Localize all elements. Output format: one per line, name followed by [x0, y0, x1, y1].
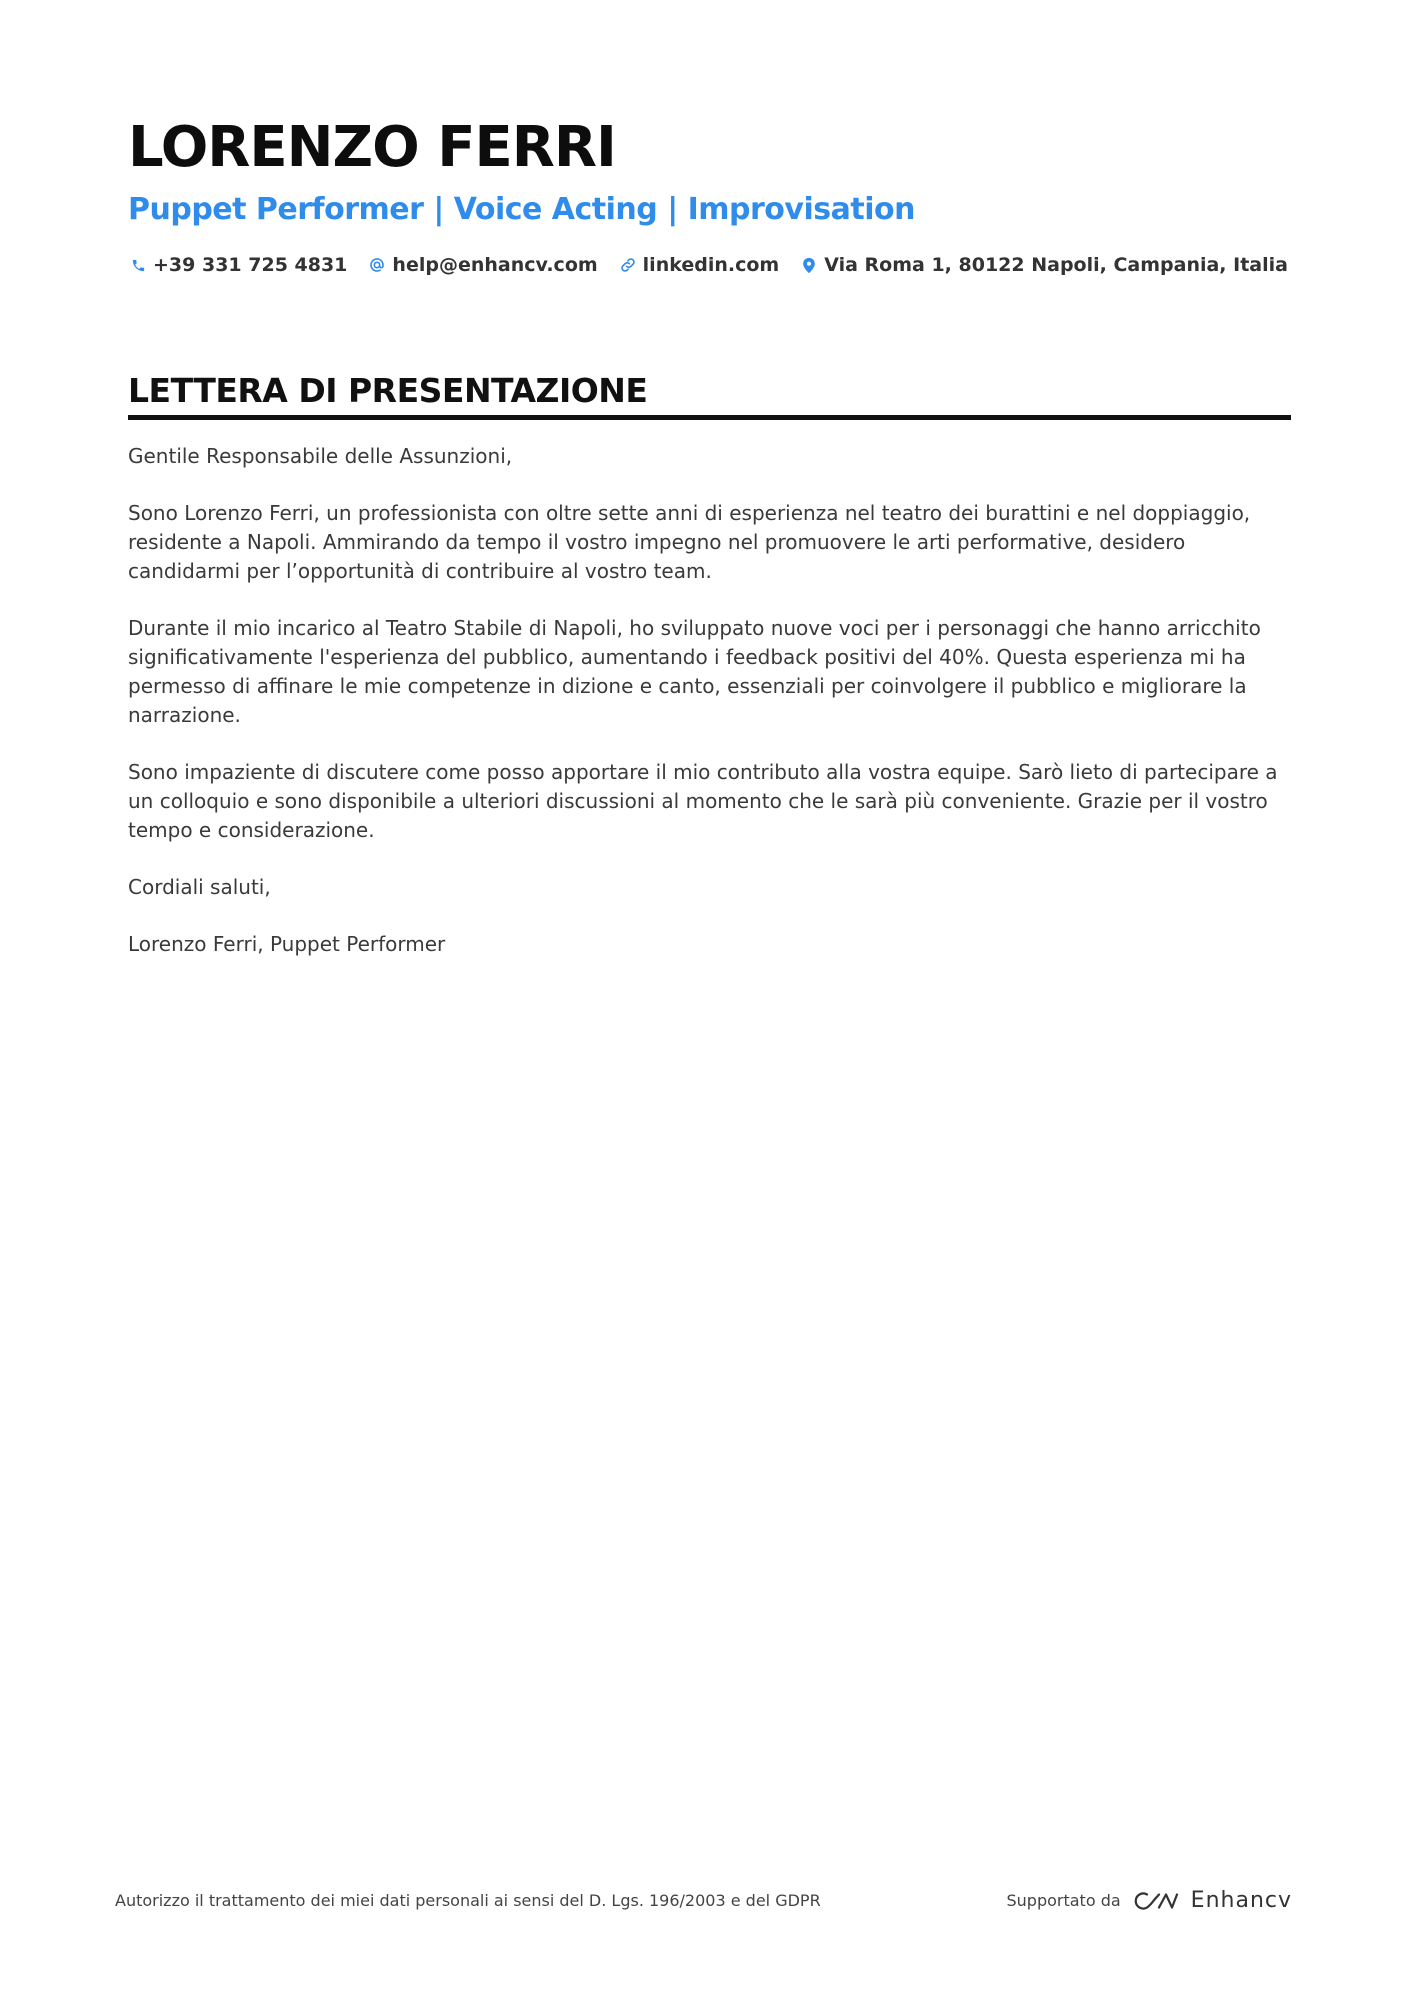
- contact-linkedin[interactable]: [618, 254, 780, 276]
- contact-email-text[interactable]: help@enhancv.com: [392, 254, 598, 276]
- powered-by[interactable]: [1007, 1888, 1293, 1913]
- at-icon: [367, 255, 387, 275]
- powered-by-label: Supportato da: [1006, 1891, 1121, 1910]
- consent-text: Autorizzo il trattamento dei miei dati personali ai sensi del D. Lgs. 196/2003 e del GDPR: [115, 1891, 821, 1910]
- letter-signature: Lorenzo Ferri, Puppet Performer: [128, 932, 446, 956]
- section-title: LETTERA DI PRESENTAZIONE: [128, 370, 1291, 420]
- contact-bar: [128, 254, 1291, 276]
- brand-logo[interactable]: [1133, 1888, 1292, 1913]
- letter-body: [128, 442, 1291, 959]
- brand-name: Enhancv: [1190, 1888, 1292, 1913]
- contact-email[interactable]: [367, 254, 597, 276]
- letter-paragraph: Sono Lorenzo Ferri, un professionista con oltre sette anni di esperienza nel teatro dei burattini e nel doppiaggio, residente a Napoli. Ammirando da tempo il vostro impegno nel promuovere le arti performative, desidero candidarmi per l’opportunità di contribuire al vostro team.: [128, 501, 1251, 583]
- link-icon: [618, 255, 638, 275]
- contact-phone: [128, 254, 347, 276]
- phone-icon: [128, 255, 148, 275]
- contact-phone-text: +39 331 725 4831: [153, 254, 348, 276]
- location-pin-icon: [799, 255, 819, 275]
- contact-address-text: Via Roma 1, 80122 Napoli, Campania, Italia: [824, 254, 1288, 276]
- contact-address: [799, 254, 1288, 276]
- contact-linkedin-text[interactable]: linkedin.com: [642, 254, 780, 276]
- cover-letter: [128, 110, 1291, 987]
- letter-closing: Cordiali saluti,: [128, 875, 271, 899]
- letter-paragraph: Durante il mio incarico al Teatro Stabile di Napoli, ho sviluppato nuove voci per i personaggi che hanno arricchito significativamente l'esperienza del pubblico, aumentando i feedback positivi del 40%. Questa esperienza mi ha permesso di affinare le mie competenze in dizione e canto, essenziali per coinvolgere il pubblico e migliorare la narrazione.: [128, 616, 1261, 727]
- enhancv-logo-icon: [1133, 1889, 1179, 1913]
- candidate-headline: Puppet Performer | Voice Acting | Improvisation: [128, 192, 915, 227]
- footer: [115, 1888, 1292, 1913]
- candidate-name: LORENZO FERRI: [128, 115, 616, 180]
- letter-salutation: Gentile Responsabile delle Assunzioni,: [128, 444, 513, 468]
- letter-paragraph: Sono impaziente di discutere come posso apportare il mio contributo alla vostra equipe. Sarò lieto di partecipare a un colloquio e sono disponibile a ulteriori discussioni al momento che le sarà più conveniente. Grazie per il vostro tempo e considerazione.: [128, 760, 1278, 842]
